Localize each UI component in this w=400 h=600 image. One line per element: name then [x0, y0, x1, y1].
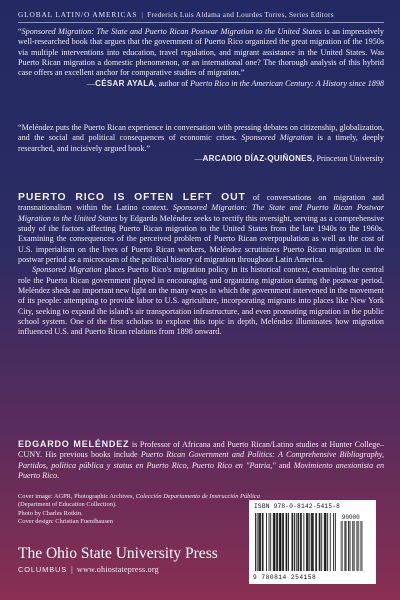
- open-quote: “: [18, 123, 22, 132]
- publisher-separator: |: [71, 565, 73, 574]
- barcode-bar: [266, 513, 267, 571]
- barcode-bar: [298, 513, 299, 571]
- barcode-bar: [274, 513, 275, 571]
- barcode-bar: [292, 513, 293, 571]
- book-description: [18, 193, 384, 338]
- publisher-info: [18, 565, 159, 574]
- endorser-affiliation-prefix: , author of: [154, 78, 191, 88]
- series-name: GLOBAL LATIN/O AMERICAS: [18, 10, 138, 19]
- series-separator: |: [141, 10, 144, 19]
- endorsement-attribution: —CÉSAR AYALA, author of Puerto Rico in the American Century: A History since 1898: [87, 78, 384, 88]
- publisher-city: COLUMBUS: [18, 565, 68, 574]
- barcode-bar: [270, 513, 271, 571]
- barcode-bar: [316, 513, 317, 571]
- endorser-name: ARCADIO DÍAZ-QUIÑONES: [202, 154, 313, 164]
- endorsed-book-title: Sponsored Migration: The State and Puerto Rican Postwar Migration to the United States: [21, 27, 322, 36]
- cover-credits: [18, 493, 260, 527]
- description-text: by Edgardo Meléndez seeks to rectify this oversight, serving as a comprehensive study of the factors affecting Puerto Rican migration to the United States from the late 1940s to the 1960s. Examining the consequences of the perceived problem of Puerto Rican overpopulation as well as the cost of U.S. imperialism on the lives of Puerto Rican workers, Meléndez scrutinizes Puerto Rican migration in the postwar period as a microcosm of the political history of migration throughout Latin America.: [18, 213, 384, 265]
- barcode-bar: [306, 513, 307, 571]
- barcode-bar: [280, 513, 281, 571]
- open-quote: “: [18, 27, 22, 36]
- close-quote: ”: [240, 68, 245, 78]
- barcode-bar: [296, 513, 297, 571]
- series-header: [18, 10, 384, 19]
- book-title-inline: Sponsored Migration: The State and Puerto Rican Postwar Migration to the United States: [18, 203, 384, 223]
- series-editors: Frederick Luis Aldama and Lourdes Torres, Series Editors: [147, 10, 334, 19]
- barcode-bar: [303, 513, 304, 571]
- endorsement-attribution: —ARCADIO DÍAZ-QUIÑONES, Princeton University: [194, 154, 384, 164]
- barcode-bar: [307, 513, 308, 571]
- barcode-bar: [275, 513, 276, 571]
- description-text: of conversations on migration and transnationalism within the Latino context.: [18, 193, 384, 213]
- endorsement-text: is an impressively well-researched book that argues that the government of Puerto Rico organized the great migration of the 1950s via multiple interventions into education, travel regulation, and migrant assistance in the United States. Was Puerto Rican migration a domestic phenomenon, or an international one? The thorough analysis of this hybrid case offers an excellent anchor for comparative studies of migration.: [18, 27, 384, 78]
- book-title-inline: Sponsored Migration: [32, 265, 102, 275]
- barcode-bar: [313, 513, 314, 571]
- design-credit: Cover design: Christian Fuenfhausen: [18, 518, 113, 526]
- barcode-bar: [255, 513, 256, 571]
- barcode-bar: [269, 513, 270, 571]
- barcode-bar: [324, 513, 325, 571]
- barcode-bar: [259, 513, 260, 571]
- barcode-bar: [319, 513, 320, 571]
- isbn-barcode: [249, 500, 376, 584]
- endorser-name: CÉSAR AYALA: [95, 78, 155, 88]
- barcode-bar: [263, 513, 264, 571]
- barcode-bar: [325, 513, 326, 571]
- endorsement-ayala: [18, 27, 384, 89]
- barcode-bar: [292, 513, 293, 571]
- description-lead: PUERTO RICO IS OFTEN LEFT OUT: [18, 192, 246, 203]
- description-paragraph-1: [18, 193, 384, 265]
- ean-digits: 9 780814 254158: [253, 574, 317, 581]
- barcode-bar: [281, 513, 282, 571]
- barcode-bar: [257, 513, 258, 571]
- author-bio-text: .: [57, 471, 60, 481]
- barcode-bar: [312, 513, 313, 571]
- endorser-book-title: Puerto Rico in the American Century: A History since 1898: [190, 78, 384, 88]
- barcode-bar: [335, 513, 336, 571]
- description-paragraph-2: [18, 265, 384, 337]
- author-bio-text: and: [275, 460, 294, 470]
- barcode-bar: [321, 513, 322, 571]
- author-previous-book: Movimiento anexionista en Puerto Rico: [18, 460, 385, 481]
- isbn-label: [254, 503, 371, 510]
- barcode-bar: [279, 513, 280, 571]
- barcode-bar: [326, 513, 327, 571]
- barcode-bar: [282, 513, 283, 571]
- author-name: EDGARDO MELÉNDEZ: [18, 439, 130, 449]
- barcode-bar: [309, 513, 310, 571]
- endorsement-text-a: Meléndez puts the Puerto Rican experience in conversation with pressing debates on citizenship, globalization, and the social and political consequences of economic crises.: [18, 123, 384, 143]
- barcode-digits: [253, 574, 372, 581]
- barcode-bar: [276, 513, 277, 571]
- author-previous-books: Puerto Rican Government and Politics: A Comprehensive Bibliography, Partidos, política pública y status en Puerto Rico, Puerto Rico en "Patria,": [18, 450, 384, 470]
- credit-text: Cover image: AGPR, Photographic Archives,: [18, 493, 136, 500]
- barcode-bar: [286, 513, 287, 571]
- barcode-bar: [333, 513, 334, 571]
- barcode-bars: [253, 513, 372, 573]
- barcode-bar: [273, 513, 274, 571]
- barcode-bar: [294, 513, 295, 571]
- barcode-bar: [308, 513, 309, 571]
- endorsement-diaz-quinones: [18, 123, 384, 164]
- series-divider: [18, 22, 384, 23]
- collection-name: Colección Departamento de Instrucción Pública: [135, 493, 260, 500]
- price-code: 90000: [341, 514, 360, 521]
- barcode-bar: [327, 513, 328, 571]
- publisher-url: www.ohiostatepress.org: [76, 565, 159, 574]
- barcode-bar: [330, 513, 331, 571]
- isbn-number: ISBN 978-0-8142-5415-8: [254, 503, 341, 510]
- barcode-bar: [260, 513, 261, 571]
- barcode-bar: [288, 513, 289, 571]
- barcode-bar: [262, 513, 263, 571]
- barcode-bar: [298, 513, 299, 571]
- cover-image-credit: [18, 493, 260, 501]
- description-text: places Puerto Rico's migration policy in its historical context, examining the central role the Puerto Rican government played in encouraging and organizing migration during the postwar period. Meléndez sheds an important new light on the many ways in which the government intervened in the movement of its people: attempting to provide labor to U.S. agriculture, incorporating migrants into places like New York City, seeking to expand the island's air transportation infrastructure, and even promoting migration in the public school system. One of the first scholars to explore this topic in depth, Meléndez illuminates how migration influenced U.S. and Puerto Rican relations from 1898 onward.: [18, 265, 384, 337]
- publisher-name: The Ohio State University Press: [18, 545, 218, 562]
- endorser-affiliation: , Princeton University: [312, 154, 384, 164]
- barcode-bar: [277, 513, 278, 571]
- barcode-bar: [311, 513, 312, 571]
- endorsement-text-b: is a timely, deeply researched, and incisively argued book.: [18, 133, 384, 153]
- author-bio-text: is Professor of Africana and Puerto Rican/Latino studies at Hunter College–CUNY. His previous books include: [18, 440, 384, 460]
- barcode-bar: [286, 513, 287, 571]
- close-quote: ”: [146, 143, 151, 153]
- barcode-bar: [320, 513, 321, 571]
- cover-dept-credit: (Department of Education Collection).: [18, 501, 117, 509]
- author-bio: [18, 439, 384, 481]
- photo-credit: Photo by Charles Rotkin.: [18, 509, 83, 517]
- barcode-bar: [300, 513, 301, 571]
- barcode-bar: [315, 513, 316, 571]
- barcode-bar: [258, 513, 259, 571]
- endorsed-book-title: Sponsored Migration: [241, 133, 313, 143]
- barcode-bar: [301, 513, 302, 571]
- barcode-bar: [283, 513, 284, 571]
